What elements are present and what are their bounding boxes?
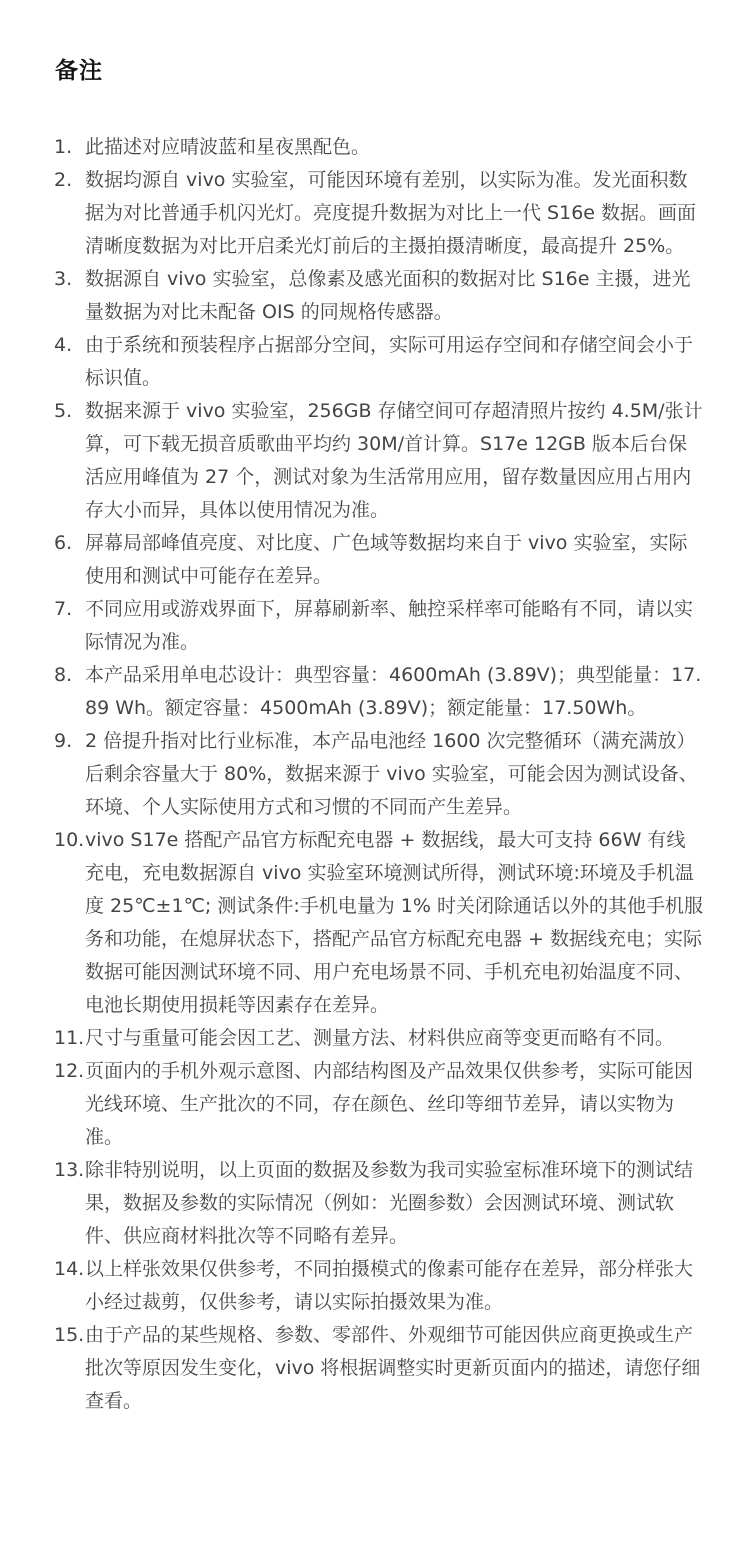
- note-number: 4.: [54, 334, 73, 356]
- note-number: 11.: [54, 1027, 85, 1049]
- note-number: 1.: [54, 136, 73, 158]
- note-item: [54, 1154, 704, 1253]
- notes-list: [54, 131, 704, 1418]
- section-title: 备注: [55, 58, 103, 84]
- note-text: 以上样张效果仅供参考，不同拍摄模式的像素可能存在差异，部分样张大小经过裁剪，仅供参考，请以实际拍摄效果为准。: [85, 1258, 694, 1313]
- note-number: 8.: [54, 664, 73, 686]
- note-text: 数据均源自 vivo 实验室，可能因环境有差别，以实际为准。发光面积数据为对比普通手机闪光灯。亮度提升数据为对比上一代 S16e 数据。画面清晰度数据为对比开启柔光灯前后的主摄拍摄清晰度，最高提升 25%。: [85, 169, 697, 257]
- note-item: [54, 164, 704, 263]
- note-number: 15.: [54, 1324, 85, 1346]
- note-number: 13.: [54, 1159, 85, 1181]
- note-text: 数据源自 vivo 实验室，总像素及感光面积的数据对比 S16e 主摄，进光量数据为对比未配备 OIS 的同规格传感器。: [85, 268, 691, 323]
- note-number: 10.: [54, 829, 85, 851]
- note-item: [54, 131, 704, 164]
- note-text: 此描述对应晴波蓝和星夜黑配色。: [85, 136, 371, 158]
- note-item: [54, 395, 704, 527]
- note-number: 3.: [54, 268, 73, 290]
- note-text: vivo S17e 搭配产品官方标配充电器 + 数据线，最大可支持 66W 有线充电，充电数据源自 vivo 实验室环境测试所得，测试环境:环境及手机温度 25℃±1℃; 测试条件:手机电量为 1% 时关闭除通话以外的其他手机服务和功能，在熄屏状态下，搭配产品官方标配充电器 + 数据线充电；实际数据可能因测试环境不同、用户充电场景不同、手机充电初始温度不同、电池长期使用损耗等因素存在差异。: [85, 829, 703, 1016]
- note-text: 2 倍提升指对比行业标准，本产品电池经 1600 次完整循环（满充满放）后剩余容量大于 80%，数据来源于 vivo 实验室，可能会因为测试设备、环境、个人实际使用方式和习惯的不同而产生差异。: [85, 730, 698, 818]
- note-item: [54, 1253, 704, 1319]
- note-text: 由于系统和预装程序占据部分空间，实际可用运存空间和存储空间会小于标识值。: [85, 334, 694, 389]
- note-number: 6.: [54, 532, 73, 554]
- note-number: 14.: [54, 1258, 85, 1280]
- note-item: [54, 824, 704, 1022]
- note-text: 数据来源于 vivo 实验室，256GB 存储空间可存超清照片按约 4.5M/张计算，可下载无损音质歌曲平均约 30M/首计算。S17e 12GB 版本后台保活应用峰值为 27 个，测试对象为生活常用应用，留存数量因应用占用内存大小而异，具体以使用情况为准。: [85, 400, 703, 521]
- note-text: 除非特别说明，以上页面的数据及参数为我司实验室标准环境下的测试结果，数据及参数的实际情况（例如：光圈参数）会因测试环境、测试软件、供应商材料批次等不同略有差异。: [85, 1159, 694, 1247]
- note-text: 尺寸与重量可能会因工艺、测量方法、材料供应商等变更而略有不同。: [85, 1027, 675, 1049]
- note-item: [54, 527, 704, 593]
- note-number: 9.: [54, 730, 73, 752]
- note-item: [54, 263, 704, 329]
- note-number: 7.: [54, 598, 73, 620]
- note-number: 2.: [54, 169, 73, 191]
- note-item: [54, 1022, 704, 1055]
- note-text: 不同应用或游戏界面下，屏幕刷新率、触控采样率可能略有不同，请以实际情况为准。: [85, 598, 694, 653]
- note-text: 屏幕局部峰值亮度、对比度、广色域等数据均来自于 vivo 实验室，实际使用和测试中可能存在差异。: [85, 532, 688, 587]
- note-item: [54, 1055, 704, 1154]
- note-text: 由于产品的某些规格、参数、零部件、外观细节可能因供应商更换或生产批次等原因发生变化，vivo 将根据调整实时更新页面内的描述，请您仔细查看。: [85, 1324, 701, 1412]
- note-item: [54, 593, 704, 659]
- note-text: 页面内的手机外观示意图、内部结构图及产品效果仅供参考，实际可能因光线环境、生产批次的不同，存在颜色、丝印等细节差异，请以实物为准。: [85, 1060, 694, 1148]
- note-item: [54, 329, 704, 395]
- note-number: 5.: [54, 400, 73, 422]
- note-item: [54, 1319, 704, 1418]
- note-number: 12.: [54, 1060, 85, 1082]
- note-text: 本产品采用单电芯设计：典型容量：4600mAh (3.89V)；典型能量：17.89 Wh。额定容量：4500mAh (3.89V)；额定能量：17.50Wh。: [85, 664, 702, 719]
- note-item: [54, 725, 704, 824]
- note-item: [54, 659, 704, 725]
